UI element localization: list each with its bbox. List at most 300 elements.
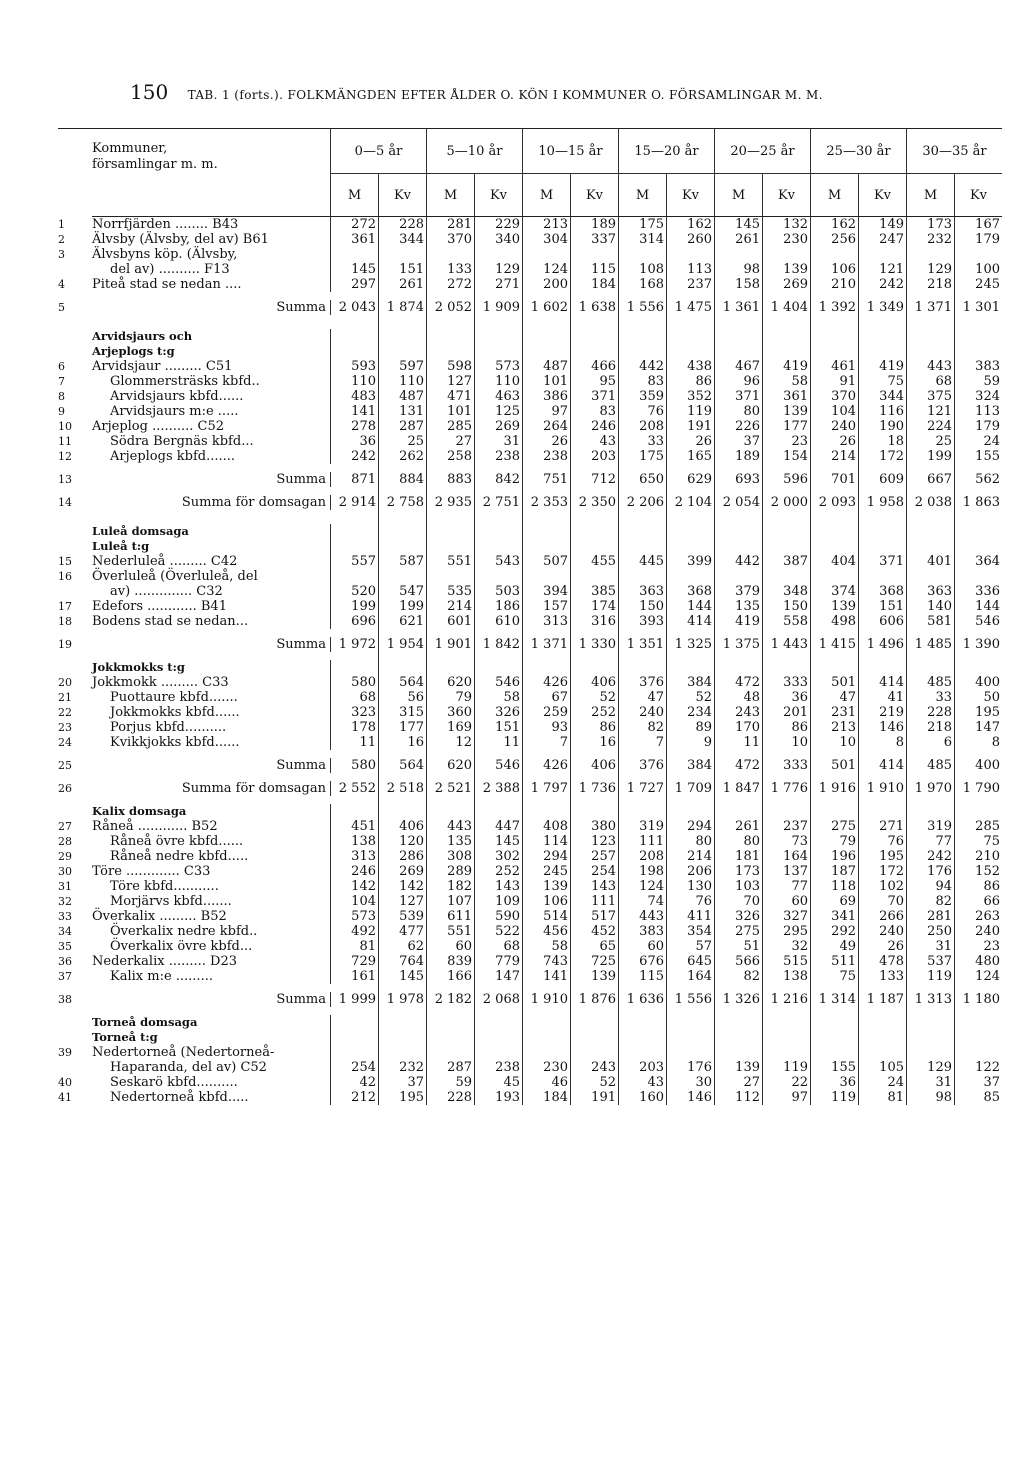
- value-male: [907, 1030, 955, 1045]
- value-female: 37: [379, 1075, 427, 1090]
- value-male: 104: [811, 404, 859, 419]
- value-female: 1 876: [571, 992, 619, 1007]
- value-male: [619, 1030, 667, 1045]
- value-male: 79: [811, 834, 859, 849]
- sex-header-female: Kv: [859, 174, 907, 217]
- spacer-cell: [58, 984, 92, 992]
- value-female: 195: [859, 849, 907, 864]
- value-male: 485: [907, 675, 955, 690]
- value-male: [331, 524, 379, 539]
- table-row: [58, 1060, 1002, 1075]
- value-female: 201: [763, 705, 811, 720]
- value-female: [955, 804, 1003, 819]
- value-male: 49: [811, 939, 859, 954]
- value-male: [331, 569, 379, 584]
- value-female: 110: [379, 374, 427, 389]
- spacer-cell: [58, 292, 92, 300]
- value-male: 1 972: [331, 637, 379, 652]
- table-row: [58, 690, 1002, 705]
- value-male: 199: [331, 599, 379, 614]
- spacer-cell: [475, 487, 523, 495]
- value-male: 145: [715, 217, 763, 233]
- value-female: 45: [475, 1075, 523, 1090]
- value-male: 379: [715, 584, 763, 599]
- value-male: 129: [907, 1060, 955, 1075]
- value-male: 33: [619, 434, 667, 449]
- value-female: [571, 524, 619, 539]
- value-female: 245: [975, 277, 1000, 292]
- value-male: 419: [715, 614, 763, 629]
- value-female: 503: [475, 584, 523, 599]
- value-female: 234: [667, 705, 715, 720]
- table-row: [58, 720, 1002, 735]
- spacer-row: [58, 487, 1002, 495]
- value-female: 400: [975, 675, 1000, 690]
- value-female: 573: [475, 359, 523, 374]
- value-male: 82: [907, 894, 955, 909]
- row-label: Puottaure kbfd.......: [92, 690, 331, 705]
- value-male: 108: [619, 262, 667, 277]
- value-male: 83: [619, 374, 667, 389]
- spacer-row: [58, 984, 1002, 992]
- spacer-cell: [427, 315, 475, 329]
- section-heading-row: [58, 660, 1002, 675]
- spacer-cell: [571, 464, 619, 472]
- spacer-row: [58, 629, 1002, 637]
- value-male: 199: [907, 449, 955, 464]
- spacer-cell: [92, 629, 331, 637]
- spacer-cell: [331, 464, 379, 472]
- spacer-cell: [331, 796, 379, 804]
- spacer-cell: [58, 464, 92, 472]
- value-male: 593: [331, 359, 379, 374]
- value-male: [427, 329, 475, 344]
- value-male: [907, 804, 955, 819]
- name-column-header: [92, 129, 331, 217]
- table-row: [58, 834, 1002, 849]
- value-female: 121: [859, 262, 907, 277]
- value-male: 2 093: [811, 495, 859, 510]
- value-male: [523, 524, 571, 539]
- value-male: 611: [427, 909, 475, 924]
- value-female: 438: [667, 359, 715, 374]
- value-female: [475, 1045, 523, 1060]
- spacer-cell: [907, 464, 955, 472]
- value-female: [379, 1015, 427, 1030]
- value-male: 142: [331, 879, 379, 894]
- spacer-cell: [92, 292, 331, 300]
- value-male: 314: [619, 232, 667, 247]
- value-female: 240: [859, 924, 907, 939]
- page-header: [130, 80, 823, 104]
- value-male: [331, 1015, 379, 1030]
- value-male: [331, 1030, 379, 1045]
- value-male: 96: [715, 374, 763, 389]
- value-male: [523, 344, 571, 359]
- value-male: 258: [427, 449, 475, 464]
- value-male: 326: [715, 909, 763, 924]
- value-female: [859, 524, 907, 539]
- value-female: 546: [475, 675, 523, 690]
- value-female: 167: [975, 217, 1000, 232]
- row-number: 39: [58, 1046, 72, 1059]
- value-female: 152: [975, 864, 1000, 879]
- row-label: Nederluleå ......... C42: [92, 554, 331, 569]
- spacer-cell: [331, 652, 379, 660]
- value-male: 94: [907, 879, 955, 894]
- spacer-cell: [859, 315, 907, 329]
- value-male: [619, 1045, 667, 1060]
- value-male: 208: [619, 849, 667, 864]
- value-female: 414: [667, 614, 715, 629]
- row-number: 25: [58, 759, 72, 772]
- sex-header-male: M: [619, 174, 667, 217]
- value-male: 360: [427, 705, 475, 720]
- value-male: [907, 569, 955, 584]
- value-female: 1 496: [859, 637, 907, 652]
- value-male: 242: [331, 449, 379, 464]
- value-female: 229: [475, 217, 523, 233]
- value-male: 91: [811, 374, 859, 389]
- value-female: 419: [763, 359, 811, 374]
- value-female: 24: [983, 434, 1000, 449]
- value-female: 1 842: [475, 637, 523, 652]
- value-female: [763, 539, 811, 554]
- value-male: 278: [331, 419, 379, 434]
- spacer-cell: [907, 629, 955, 637]
- value-male: 313: [331, 849, 379, 864]
- row-label: Överluleå (Överluleå, del: [92, 569, 331, 584]
- row-label: Arjeplogs kbfd.......: [92, 449, 331, 464]
- spacer-cell: [619, 315, 667, 329]
- value-female: 385: [571, 584, 619, 599]
- table-row: [58, 894, 1002, 909]
- value-male: 196: [811, 849, 859, 864]
- value-male: 551: [427, 554, 475, 569]
- value-male: 693: [715, 472, 763, 487]
- row-number: 31: [58, 880, 72, 893]
- spacer-cell: [955, 652, 1003, 660]
- value-male: 7: [523, 735, 571, 750]
- value-male: 60: [427, 939, 475, 954]
- value-female: [379, 804, 427, 819]
- row-label: Råneå ............ B52: [92, 819, 331, 834]
- spacer-cell: [811, 510, 859, 524]
- value-male: [907, 539, 955, 554]
- value-female: 100: [975, 262, 1000, 277]
- spacer-row: [58, 773, 1002, 781]
- value-male: 47: [811, 690, 859, 705]
- value-male: 1 901: [427, 637, 475, 652]
- value-female: 10: [763, 735, 811, 750]
- value-female: 189: [571, 217, 619, 233]
- value-female: 547: [379, 584, 427, 599]
- value-female: 9: [667, 735, 715, 750]
- value-male: [811, 524, 859, 539]
- spacer-cell: [92, 984, 331, 992]
- row-number: 16: [58, 570, 72, 583]
- sex-header-male: M: [907, 174, 955, 217]
- spacer-cell: [715, 292, 763, 300]
- value-male: 80: [715, 404, 763, 419]
- value-female: 23: [763, 434, 811, 449]
- value-female: 400: [975, 758, 1000, 773]
- value-female: 176: [667, 1060, 715, 1075]
- section-heading-row: [58, 329, 1002, 344]
- value-male: 11: [715, 735, 763, 750]
- value-male: 1 727: [619, 781, 667, 796]
- sex-header-male: M: [331, 174, 379, 217]
- value-male: 246: [331, 864, 379, 879]
- value-female: 165: [667, 449, 715, 464]
- value-male: 218: [907, 720, 955, 735]
- value-female: 139: [763, 404, 811, 419]
- row-number: 34: [58, 925, 72, 938]
- value-male: 1 970: [907, 781, 955, 796]
- value-male: 383: [619, 924, 667, 939]
- value-female: 477: [379, 924, 427, 939]
- value-female: 543: [475, 554, 523, 569]
- value-male: 259: [523, 705, 571, 720]
- value-female: 1 216: [763, 992, 811, 1007]
- value-male: 12: [427, 735, 475, 750]
- row-number: [58, 344, 92, 359]
- row-number: [58, 262, 92, 277]
- table-row: [58, 569, 1002, 584]
- table-row: [58, 217, 1002, 233]
- spacer-cell: [907, 487, 955, 495]
- spacer-row: [58, 1007, 1002, 1015]
- value-female: [475, 329, 523, 344]
- spacer-cell: [379, 315, 427, 329]
- row-number: 27: [58, 820, 72, 833]
- value-female: 364: [975, 554, 1000, 569]
- value-male: 106: [523, 894, 571, 909]
- value-male: 228: [907, 705, 955, 720]
- spacer-cell: [763, 510, 811, 524]
- sum-label: Summa för domsagan: [92, 781, 331, 796]
- spacer-cell: [331, 292, 379, 300]
- value-female: 228: [379, 217, 427, 233]
- row-number: 38: [58, 993, 72, 1006]
- value-male: 363: [907, 584, 955, 599]
- row-label: Jokkmokk ......... C33: [92, 675, 331, 690]
- value-female: 132: [763, 217, 811, 233]
- table-row: [58, 819, 1002, 834]
- spacer-cell: [619, 750, 667, 758]
- value-female: 2 518: [379, 781, 427, 796]
- value-female: 97: [763, 1090, 811, 1105]
- spacer-cell: [58, 1007, 92, 1015]
- spacer-cell: [619, 984, 667, 992]
- value-male: [907, 524, 955, 539]
- value-female: 352: [667, 389, 715, 404]
- value-male: 319: [619, 819, 667, 834]
- value-female: 712: [571, 472, 619, 487]
- row-label: Töre kbfd...........: [92, 879, 331, 894]
- spacer-cell: [331, 984, 379, 992]
- value-female: 466: [571, 359, 619, 374]
- value-female: 295: [763, 924, 811, 939]
- value-female: 190: [859, 419, 907, 434]
- row-label: Överkalix nedre kbfd..: [92, 924, 331, 939]
- value-male: [427, 1045, 475, 1060]
- row-label: Jokkmokks kbfd......: [92, 705, 331, 720]
- spacer-cell: [619, 773, 667, 781]
- value-male: [715, 247, 763, 262]
- value-female: [955, 329, 1003, 344]
- value-female: 145: [379, 969, 427, 984]
- spacer-cell: [667, 773, 715, 781]
- sum-row: [58, 758, 1002, 773]
- spacer-cell: [427, 464, 475, 472]
- section-heading: Arvidsjaurs och: [92, 329, 331, 344]
- value-male: 7: [619, 735, 667, 750]
- value-male: 133: [427, 262, 475, 277]
- value-male: 297: [331, 277, 379, 292]
- value-female: 86: [571, 720, 619, 735]
- value-male: 51: [715, 939, 763, 954]
- value-female: 73: [763, 834, 811, 849]
- value-female: 2 000: [763, 495, 811, 510]
- spacer-cell: [58, 510, 92, 524]
- value-female: 89: [667, 720, 715, 735]
- spacer-cell: [667, 315, 715, 329]
- value-female: 2 350: [571, 495, 619, 510]
- spacer-row: [58, 510, 1002, 524]
- value-female: 237: [667, 277, 715, 292]
- value-female: 252: [571, 705, 619, 720]
- value-male: 272: [331, 217, 379, 233]
- value-male: 112: [715, 1090, 763, 1105]
- spacer-cell: [859, 487, 907, 495]
- age-group-header: 15—20 år: [619, 129, 715, 174]
- value-male: 451: [331, 819, 379, 834]
- value-female: 480: [975, 954, 1000, 969]
- value-male: 370: [811, 389, 859, 404]
- value-female: [571, 539, 619, 554]
- value-male: 182: [427, 879, 475, 894]
- value-female: 76: [667, 894, 715, 909]
- value-male: 580: [331, 675, 379, 690]
- value-female: 1 958: [859, 495, 907, 510]
- value-female: [955, 344, 1003, 359]
- value-female: 1 909: [475, 300, 523, 315]
- value-female: 610: [475, 614, 523, 629]
- value-female: [955, 247, 1003, 262]
- value-female: 83: [571, 404, 619, 419]
- row-number: 4: [58, 278, 65, 291]
- value-female: 384: [667, 675, 715, 690]
- value-male: 676: [619, 954, 667, 969]
- value-male: 11: [331, 735, 379, 750]
- row-number: 19: [58, 638, 72, 651]
- value-male: 80: [715, 834, 763, 849]
- table-row: [58, 374, 1002, 389]
- value-female: 354: [667, 924, 715, 939]
- value-female: 1 404: [763, 300, 811, 315]
- table-row: [58, 232, 1002, 247]
- value-male: [811, 344, 859, 359]
- value-male: [523, 539, 571, 554]
- row-number: 15: [58, 555, 72, 568]
- value-male: 27: [715, 1075, 763, 1090]
- spacer-cell: [955, 464, 1003, 472]
- row-label: Glommersträsks kbfd..: [92, 374, 331, 389]
- value-male: 160: [619, 1090, 667, 1105]
- value-female: 478: [859, 954, 907, 969]
- value-male: 161: [331, 969, 379, 984]
- spacer-cell: [427, 510, 475, 524]
- row-label: Arvidsjaurs m:e .....: [92, 404, 331, 419]
- spacer-cell: [907, 652, 955, 660]
- value-male: 514: [523, 909, 571, 924]
- value-female: [667, 804, 715, 819]
- value-male: 98: [907, 1090, 955, 1105]
- value-female: 177: [379, 720, 427, 735]
- value-male: 82: [715, 969, 763, 984]
- spacer-cell: [475, 773, 523, 781]
- row-label: Edefors ............ B41: [92, 599, 331, 614]
- row-number: 37: [58, 970, 72, 983]
- value-female: 316: [571, 614, 619, 629]
- value-female: [763, 1045, 811, 1060]
- value-female: [763, 247, 811, 262]
- row-number: [58, 1060, 92, 1075]
- section-heading: Jokkmokks t:g: [92, 660, 331, 675]
- value-female: [571, 329, 619, 344]
- value-male: 445: [619, 554, 667, 569]
- value-female: [859, 329, 907, 344]
- value-female: 31: [475, 434, 523, 449]
- spacer-cell: [379, 464, 427, 472]
- value-male: 281: [907, 909, 955, 924]
- population-table: [58, 128, 1002, 1105]
- value-female: 333: [763, 675, 811, 690]
- value-female: [763, 569, 811, 584]
- row-number: 6: [58, 360, 65, 373]
- spacer-cell: [859, 773, 907, 781]
- row-number: 10: [58, 420, 72, 433]
- table-row: [58, 434, 1002, 449]
- value-male: 256: [811, 232, 859, 247]
- value-female: 111: [571, 894, 619, 909]
- value-female: 2 104: [667, 495, 715, 510]
- spacer-cell: [475, 652, 523, 660]
- spacer-cell: [58, 487, 92, 495]
- spacer-row: [58, 652, 1002, 660]
- spacer-cell: [811, 652, 859, 660]
- table-row: [58, 359, 1002, 374]
- row-number: 5: [58, 301, 65, 314]
- value-male: 1 415: [811, 637, 859, 652]
- value-male: 1 847: [715, 781, 763, 796]
- value-male: 82: [619, 720, 667, 735]
- value-female: 337: [571, 232, 619, 247]
- value-male: 620: [427, 675, 475, 690]
- value-male: 173: [715, 864, 763, 879]
- value-male: [811, 1015, 859, 1030]
- row-number: [58, 1015, 92, 1030]
- value-female: 327: [763, 909, 811, 924]
- value-male: 6: [907, 735, 955, 750]
- value-male: [811, 1030, 859, 1045]
- age-group-header-row: [58, 129, 1002, 174]
- value-male: [427, 1030, 475, 1045]
- spacer-cell: [715, 750, 763, 758]
- spacer-cell: [523, 487, 571, 495]
- section-heading-row: [58, 539, 1002, 554]
